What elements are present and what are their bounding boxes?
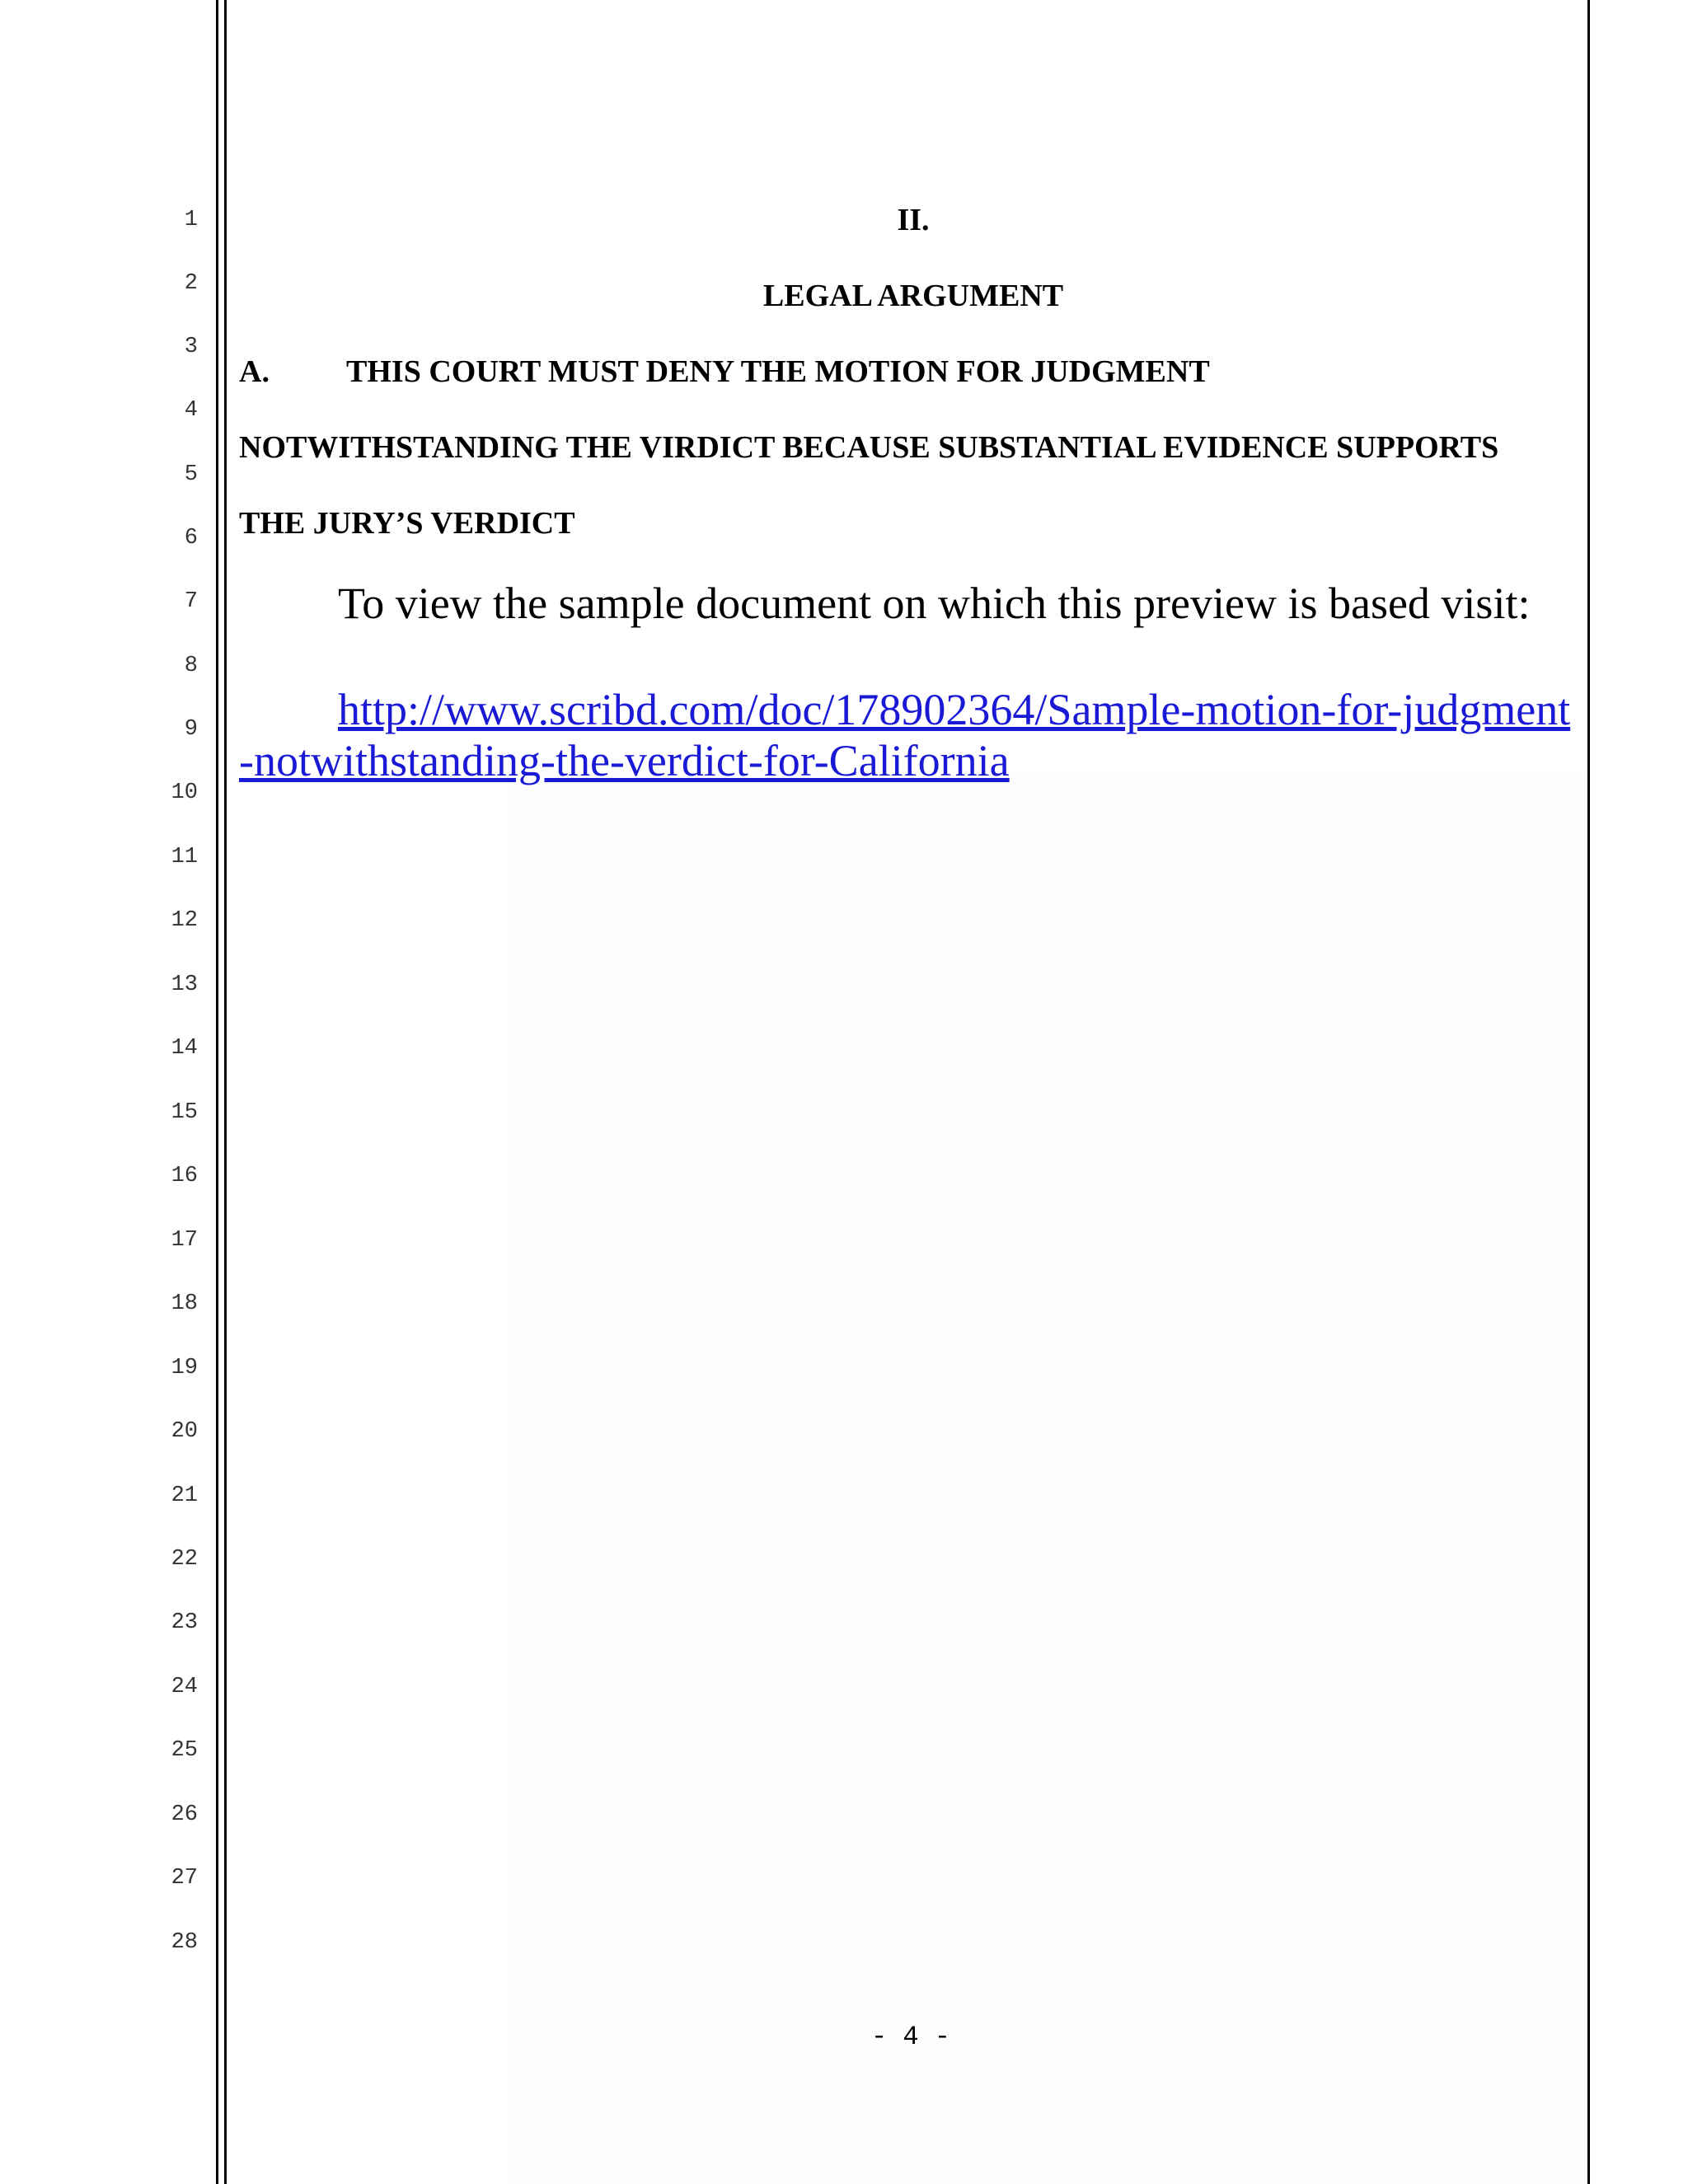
preview-notice: To view the sample document on which this preview is based visit: xyxy=(338,579,1531,628)
left-margin-rule-inner xyxy=(224,0,227,2184)
line-number: 4 xyxy=(184,398,198,423)
line-number: 26 xyxy=(171,1802,198,1827)
line-number: 1 xyxy=(184,208,198,232)
line-number: 15 xyxy=(171,1100,198,1125)
line-number: 27 xyxy=(171,1866,198,1891)
line-number: 18 xyxy=(171,1291,198,1316)
line-number: 16 xyxy=(171,1164,198,1188)
line-number: 22 xyxy=(171,1547,198,1572)
subsection-label: A. xyxy=(239,354,270,389)
line-number: 13 xyxy=(171,972,198,997)
line-number: 2 xyxy=(184,271,198,296)
line-number: 9 xyxy=(184,717,198,742)
line-number: 10 xyxy=(171,780,198,805)
subsection-title-line-2: NOTWITHSTANDING THE VIRDICT BECAUSE SUBSTANTIAL EVIDENCE SUPPORTS xyxy=(239,430,1499,465)
line-number: 21 xyxy=(171,1483,198,1508)
line-number: 6 xyxy=(184,526,198,551)
page-number: - 4 - xyxy=(870,2022,950,2052)
section-number: II. xyxy=(897,203,930,237)
page-background-shade xyxy=(507,775,1587,2184)
line-number: 12 xyxy=(171,908,198,933)
sample-document-link[interactable]: http://www.scribd.com/doc/178902364/Sample-motion-for-judgment-notwithstanding-the-verdict-for-California xyxy=(239,685,1571,785)
line-number: 14 xyxy=(171,1036,198,1061)
line-number: 3 xyxy=(184,335,198,359)
line-number: 5 xyxy=(184,462,198,487)
line-number: 19 xyxy=(171,1356,198,1380)
section-title: LEGAL ARGUMENT xyxy=(762,279,1064,313)
line-number: 24 xyxy=(171,1675,198,1699)
line-number: 28 xyxy=(171,1930,198,1955)
line-number: 8 xyxy=(184,654,198,678)
right-margin-rule xyxy=(1587,0,1590,2184)
line-number: 11 xyxy=(171,845,198,869)
subsection-title-line-1: THIS COURT MUST DENY THE MOTION FOR JUDGMENT xyxy=(346,354,1210,389)
line-number: 17 xyxy=(171,1228,198,1253)
left-margin-rule-outer xyxy=(216,0,218,2184)
line-number: 23 xyxy=(171,1610,198,1635)
line-number: 20 xyxy=(171,1419,198,1444)
subsection-title-line-3: THE JURY’S VERDICT xyxy=(239,506,575,541)
line-number: 25 xyxy=(171,1738,198,1763)
line-number: 7 xyxy=(184,589,198,614)
